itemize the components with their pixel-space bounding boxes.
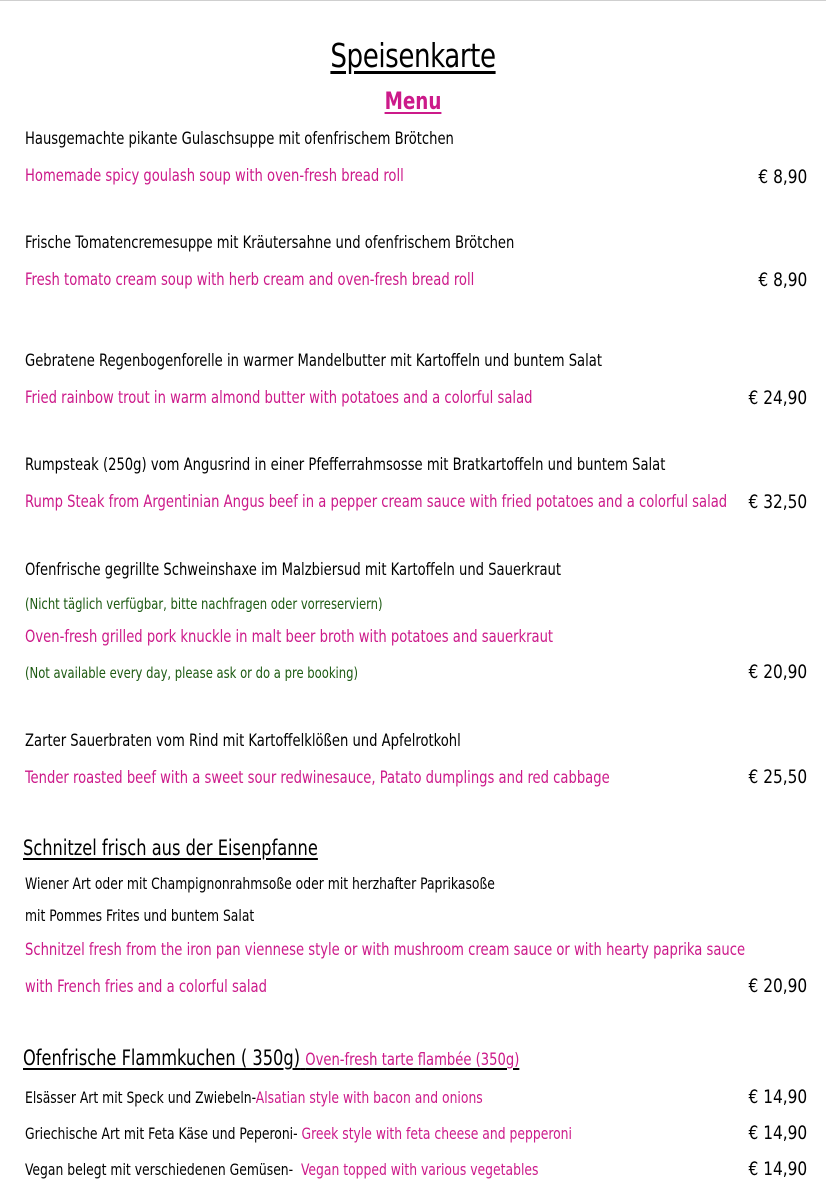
dish-tomato-soup-price: € 8,90 [758, 269, 807, 291]
flammkuchen-item-de: Elsässer Art mit Speck und Zwiebeln- [25, 1088, 256, 1107]
flammkuchen-item-price: € 14,90 [748, 1086, 807, 1108]
top-border [0, 0, 826, 1]
dish-tomato-soup-de: Frische Tomatencremesuppe mit Kräutersahne und ofenfrischem Brötchen [25, 233, 515, 253]
flammkuchen-item-de: Vegan belegt mit verschiedenen Gemüsen- [25, 1160, 294, 1179]
flammkuchen-heading [23, 1046, 519, 1070]
schnitzel-en-line1: Schnitzel fresh from the iron pan viennese style or with mushroom cream sauce or with hearty paprika sauce [25, 940, 746, 960]
dish-sauerbraten-de: Zarter Sauerbraten vom Rind mit Kartoffelklößen und Apfelrotkohl [25, 731, 461, 751]
dish-pork-knuckle-note-en: (Not available every day, please ask or do a pre booking) [25, 664, 359, 682]
dish-trout-price: € 24,90 [748, 387, 807, 409]
dish-pork-knuckle-note-de: (Nicht täglich verfügbar, bitte nachfragen oder vorreserviern) [25, 595, 383, 613]
flammkuchen-item [25, 1088, 483, 1107]
flammkuchen-item-de: Griechische Art mit Feta Käse und Peperoni- [25, 1124, 298, 1143]
dish-goulash-en: Homemade spicy goulash soup with oven-fresh bread roll [25, 166, 404, 186]
dish-sauerbraten-en: Tender roasted beef with a sweet sour redwinesauce, Patato dumplings and red cabbage [25, 768, 610, 788]
dish-tomato-soup-en: Fresh tomato cream soup with herb cream and oven-fresh bread roll [25, 270, 475, 290]
dish-rumpsteak-de: Rumpsteak (250g) vom Angusrind in einer Pfefferrahmsosse mit Bratkartoffeln und buntem Salat [25, 455, 666, 475]
schnitzel-price: € 20,90 [748, 975, 807, 997]
dish-goulash-de: Hausgemachte pikante Gulaschsuppe mit ofenfrischem Brötchen [25, 129, 454, 149]
schnitzel-heading: Schnitzel frisch aus der Eisenpfanne [23, 836, 318, 860]
dish-pork-knuckle-price: € 20,90 [748, 661, 807, 683]
flammkuchen-item-en: Vegan topped with various vegetables [293, 1160, 539, 1179]
flammkuchen-item [25, 1124, 572, 1143]
flammkuchen-item-price: € 14,90 [748, 1122, 807, 1144]
dish-trout-en: Fried rainbow trout in warm almond butter with potatoes and a colorful salad [25, 388, 533, 408]
page-subtitle: Menu [384, 87, 442, 115]
flammkuchen-item-price: € 14,90 [748, 1158, 807, 1180]
dish-trout-de: Gebratene Regenbogenforelle in warmer Mandelbutter mit Kartoffeln und buntem Salat [25, 351, 602, 371]
schnitzel-de-line2: mit Pommes Frites und buntem Salat [25, 906, 255, 925]
dish-rumpsteak-en: Rump Steak from Argentinian Angus beef in a pepper cream sauce with fried potatoes and a colorful salad [25, 492, 728, 512]
dish-pork-knuckle-de: Ofenfrische gegrillte Schweinshaxe im Malzbiersud mit Kartoffeln und Sauerkraut [25, 560, 562, 580]
dish-sauerbraten-price: € 25,50 [748, 766, 807, 788]
flammkuchen-heading-en: Oven-fresh tarte flambée (350g) [305, 1050, 520, 1070]
schnitzel-en-line2: with French fries and a colorful salad [25, 977, 267, 997]
flammkuchen-heading-de: Ofenfrische Flammkuchen ( 350g) [23, 1046, 301, 1070]
dish-pork-knuckle-en: Oven-fresh grilled pork knuckle in malt beer broth with potatoes and sauerkraut [25, 627, 554, 647]
page-title: Speisenkarte [330, 36, 496, 75]
dish-rumpsteak-price: € 32,50 [748, 491, 807, 513]
schnitzel-de-line1: Wiener Art oder mit Champignonrahmsoße oder mit herzhafter Paprikasoße [25, 874, 495, 893]
flammkuchen-item-en: Greek style with feta cheese and pepperoni [297, 1124, 572, 1143]
dish-goulash-price: € 8,90 [758, 166, 807, 188]
flammkuchen-item-en: Alsatian style with bacon and onions [255, 1088, 483, 1107]
flammkuchen-item [25, 1160, 538, 1179]
